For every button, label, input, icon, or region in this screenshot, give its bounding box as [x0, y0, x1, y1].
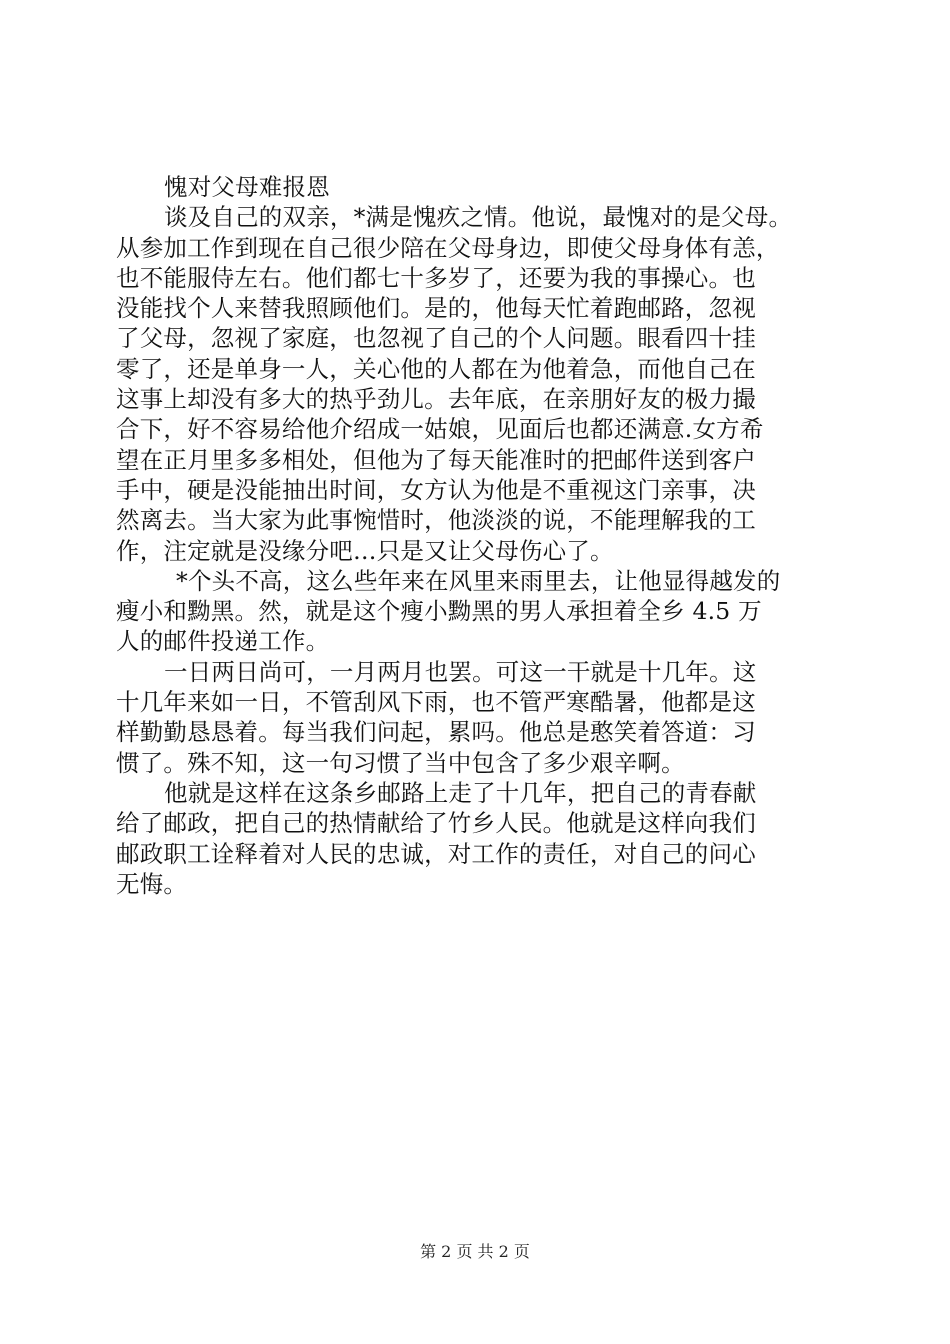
page-footer: 第 2 页 共 2 页	[420, 1242, 530, 1261]
paragraph-line: 然离去。当大家为此事惋惜时，他淡淡的说，不能理解我的工	[116, 506, 756, 535]
paragraph-line: 也不能服侍左右。他们都七十多岁了，还要为我的事操心。也	[116, 263, 756, 292]
section-heading: 愧对父母难报恩	[164, 173, 330, 201]
paragraph-line: 作，注定就是没缘分吧…只是又让父母伤心了。	[116, 536, 614, 565]
paragraph-2	[116, 566, 838, 657]
paragraph-line: 一日两日尚可，一月两月也罢。可这一干就是十几年。这	[164, 657, 757, 686]
paragraph-line: 没能找个人来替我照顾他们。是的，他每天忙着跑邮路，忽视	[116, 294, 756, 323]
paragraph-line: 瘦小和黝黑。然，就是这个瘦小黝黑的男人承担着全乡 4.5 万	[116, 597, 762, 626]
paragraph-line: 合下，好不容易给他介绍成一姑娘，见面后也都还满意.女方希	[116, 415, 764, 444]
paragraph-line: 样勤勤恳恳着。每当我们问起，累吗。他总是憨笑着答道：习	[116, 718, 756, 747]
paragraph-line: 他就是这样在这条乡邮路上走了十几年，把自己的青春献	[164, 778, 757, 807]
paragraph-line: 望在正月里多多相处，但他为了每天能准时的把邮件送到客户	[116, 445, 756, 474]
paragraph-1	[116, 202, 838, 566]
document-body	[116, 172, 838, 899]
paragraph-line: 了父母，忽视了家庭，也忽视了自己的个人问题。眼看四十挂	[116, 324, 756, 353]
paragraph-line: 谈及自己的双亲，*满是愧疚之情。他说，最愧对的是父母。	[164, 203, 793, 232]
paragraph-line: 无悔。	[116, 869, 188, 898]
paragraph-line: 邮政职工诠释着对人民的忠诚，对工作的责任，对自己的问心	[116, 839, 756, 868]
paragraph-line: 惯了。殊不知，这一句习惯了当中包含了多少艰辛啊。	[116, 748, 685, 777]
paragraph-line: 这事上却没有多大的热乎劲儿。去年底，在亲朋好友的极力撮	[116, 385, 756, 414]
paragraph-line: *个头不高，这么些年来在风里来雨里去，让他显得越发的	[176, 566, 781, 595]
paragraph-line: 十几年来如一日，不管刮风下雨，也不管严寒酷暑，他都是这	[116, 688, 756, 717]
paragraph-line: 给了邮政，把自己的热情献给了竹乡人民。他就是这样向我们	[116, 809, 756, 838]
paragraph-line: 人的邮件投递工作。	[116, 627, 330, 656]
paragraph-line: 手中，硬是没能抽出时间，女方认为他是不重视这门亲事，决	[116, 475, 756, 504]
paragraph-4	[116, 778, 838, 899]
paragraph-line: 从参加工作到现在自己很少陪在父母身边，即使父母身体有恙，	[116, 233, 780, 262]
paragraph-3	[116, 657, 838, 778]
paragraph-line: 零了，还是单身一人，关心他的人都在为他着急，而他自己在	[116, 354, 756, 383]
